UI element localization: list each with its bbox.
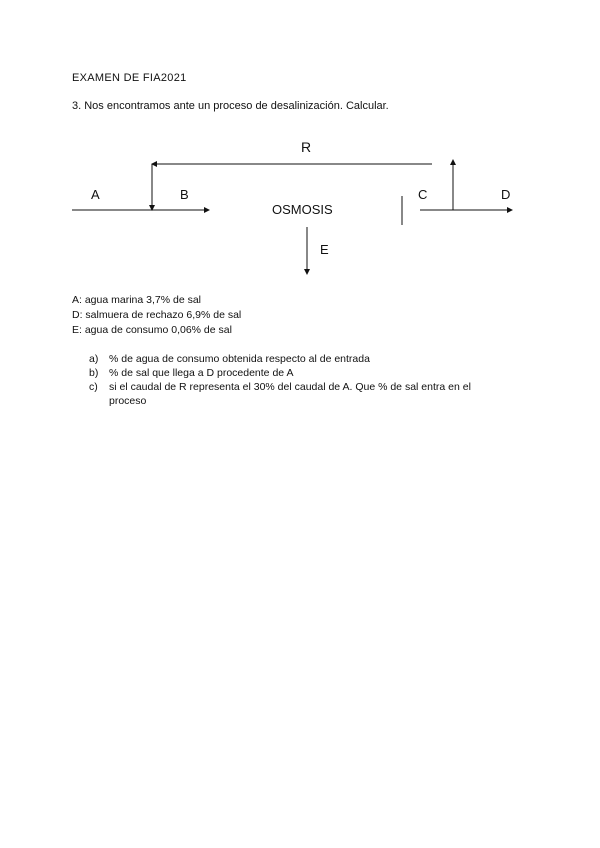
label-d: D xyxy=(501,187,511,202)
question-item xyxy=(89,366,509,380)
question-list xyxy=(89,352,509,408)
question-text: % de sal que llega a D procedente de A xyxy=(109,367,294,379)
label-r: R xyxy=(301,139,312,155)
label-b: B xyxy=(180,187,189,202)
spec-d: D: salmuera de rechazo 6,9% de sal xyxy=(72,309,242,321)
spec-e: E: agua de consumo 0,06% de sal xyxy=(72,324,232,336)
stream-specifications xyxy=(72,293,241,338)
question-item xyxy=(89,352,509,366)
exam-header: EXAMEN DE FIA2021 xyxy=(72,72,187,84)
question-marker: c) xyxy=(89,381,98,393)
question-marker: a) xyxy=(89,353,99,365)
question-marker: b) xyxy=(89,367,99,379)
question-item xyxy=(89,380,509,408)
problem-statement: 3. Nos encontramos ante un proceso de desalinización. Calcular. xyxy=(72,100,389,112)
question-text: si el caudal de R representa el 30% del caudal de A. Que % de sal entra en el proceso xyxy=(109,381,471,407)
label-c: C xyxy=(418,187,428,202)
osmosis-unit-label: OSMOSIS xyxy=(272,202,333,217)
label-a: A xyxy=(91,187,100,202)
question-text: % de agua de consumo obtenida respecto al de entrada xyxy=(109,353,370,365)
spec-a: A: agua marina 3,7% de sal xyxy=(72,294,201,306)
desalination-diagram xyxy=(0,130,600,290)
label-e: E xyxy=(320,242,329,257)
